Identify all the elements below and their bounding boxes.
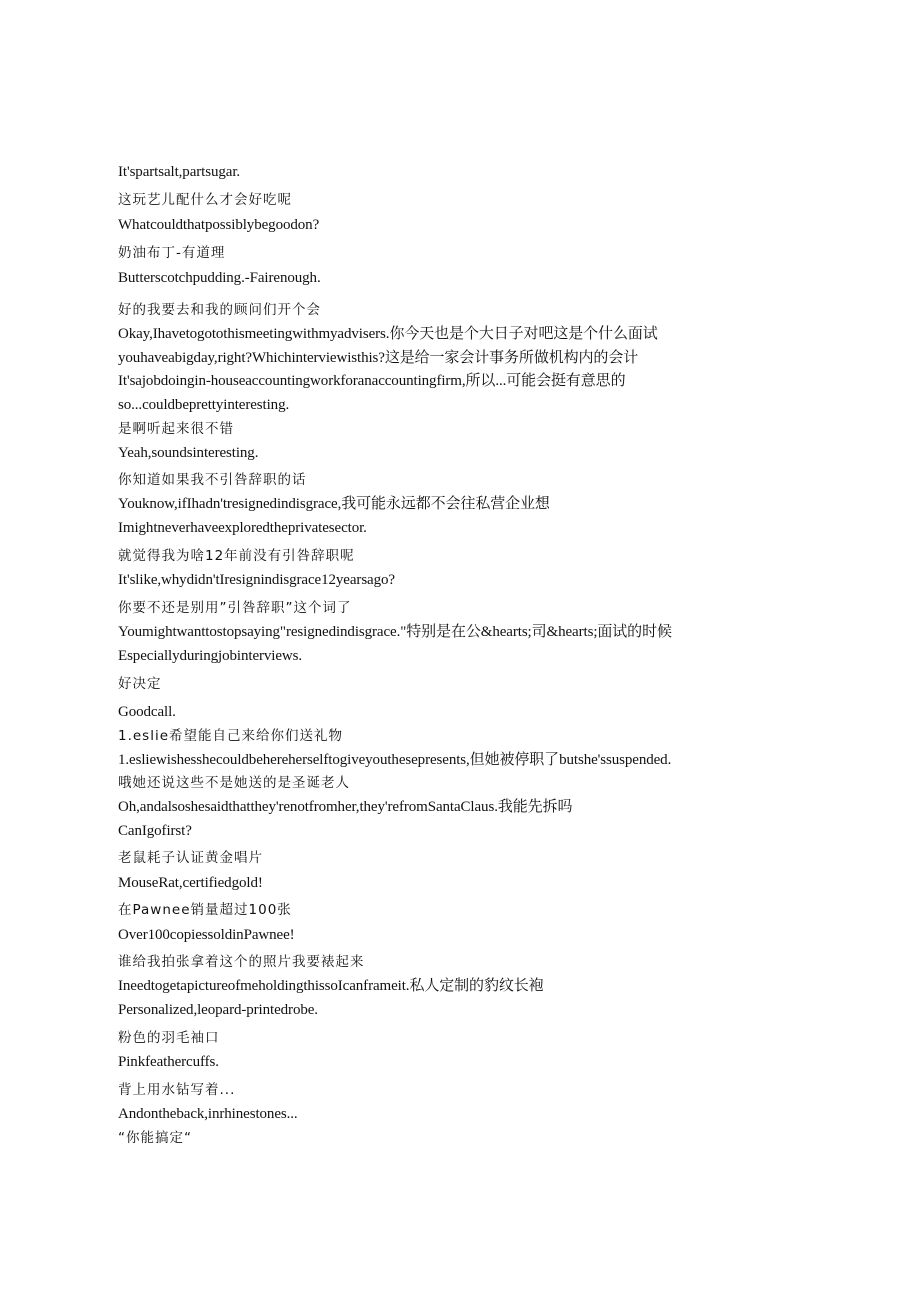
text-line: IneedtogetapictureofmeholdingthissoIcanframeit.私人定制的豹纹长袍 xyxy=(118,978,544,994)
text-line: youhaveabigday,right?Whichinterviewisthis?这是给一家会计事务所做机构内的会计 xyxy=(118,350,639,366)
text-line: Whatcouldthatpossiblybegoodon? xyxy=(118,217,320,233)
text-line: Youmightwanttostopsaying"resignedindisgrace."特别是在公&hearts;司&hearts;面试的时候 xyxy=(118,624,672,640)
text-line: Andontheback,inrhinestones... xyxy=(118,1106,298,1122)
text-line: 好决定 xyxy=(118,676,162,692)
text-line: 你要不还是别用”引咎辞职”这个词了 xyxy=(118,600,352,616)
text-line: 粉色的羽毛袖口 xyxy=(118,1030,220,1046)
text-line: 好的我要去和我的顾问们开个会 xyxy=(118,302,321,318)
text-line: 背上用水钻写着... xyxy=(118,1082,236,1098)
text-line: MouseRat,certifiedgold! xyxy=(118,875,263,891)
text-line: 是啊听起来很不错 xyxy=(118,421,234,437)
text-line: 在Pawnee销量超过100张 xyxy=(118,902,292,918)
text-line: 你知道如果我不引咎辞职的话 xyxy=(118,472,307,488)
text-line: It'slike,whydidn'tIresignindisgrace12yearsago? xyxy=(118,572,395,588)
text-line: It'sajobdoingin-houseaccountingworkforanaccountingfirm,所以...可能会挺有意思的 xyxy=(118,373,626,389)
text-line: It'spartsalt,partsugar. xyxy=(118,164,241,180)
text-line: Okay,Ihavetogotothismeetingwithmyadvisers.你今天也是个大日子对吧这是个什么面试 xyxy=(118,326,658,342)
text-line: Youknow,ifIhadn'tresignedindisgrace,我可能永远都不会往私营企业想 xyxy=(118,496,550,512)
text-line: Goodcall. xyxy=(118,704,176,720)
text-line: 老鼠耗子认证黄金唱片 xyxy=(118,850,263,866)
text-line: 谁给我拍张拿着这个的照片我要裱起来 xyxy=(118,954,365,970)
text-line: 就觉得我为啥12年前没有引咎辞职呢 xyxy=(118,548,355,564)
text-line: Pinkfeathercuffs. xyxy=(118,1054,219,1070)
text-line: 这玩艺儿配什么才会好吃呢 xyxy=(118,192,292,208)
text-line: Especiallyduringjobinterviews. xyxy=(118,648,303,664)
text-line: 哦她还说这些不是她送的是圣诞老人 xyxy=(118,775,350,791)
text-line: Personalized,leopard-printedrobe. xyxy=(118,1002,318,1018)
text-line: 1.esliewishesshecouldbehereherselftogiveyouthesepresents,但她被停职了butshe'ssuspended. xyxy=(118,752,672,768)
text-line: Yeah,soundsinteresting. xyxy=(118,445,259,461)
text-line: Imightneverhaveexploredtheprivatesector. xyxy=(118,520,367,536)
text-line: Butterscotchpudding.-Fairenough. xyxy=(118,270,321,286)
text-line: Oh,andalsoshesaidthatthey'renotfromher,they'refromSantaClaus.我能先拆吗 xyxy=(118,799,573,815)
text-line: so...couldbeprettyinteresting. xyxy=(118,397,290,413)
text-line: Over100copiessoldinPawnee! xyxy=(118,927,295,943)
text-line: CanIgofirst? xyxy=(118,823,192,839)
text-line: 1.eslie希望能自己来给你们送礼物 xyxy=(118,728,344,744)
text-line: 奶油布丁-有道理 xyxy=(118,245,226,261)
text-line: “你能搞定“ xyxy=(118,1130,192,1146)
